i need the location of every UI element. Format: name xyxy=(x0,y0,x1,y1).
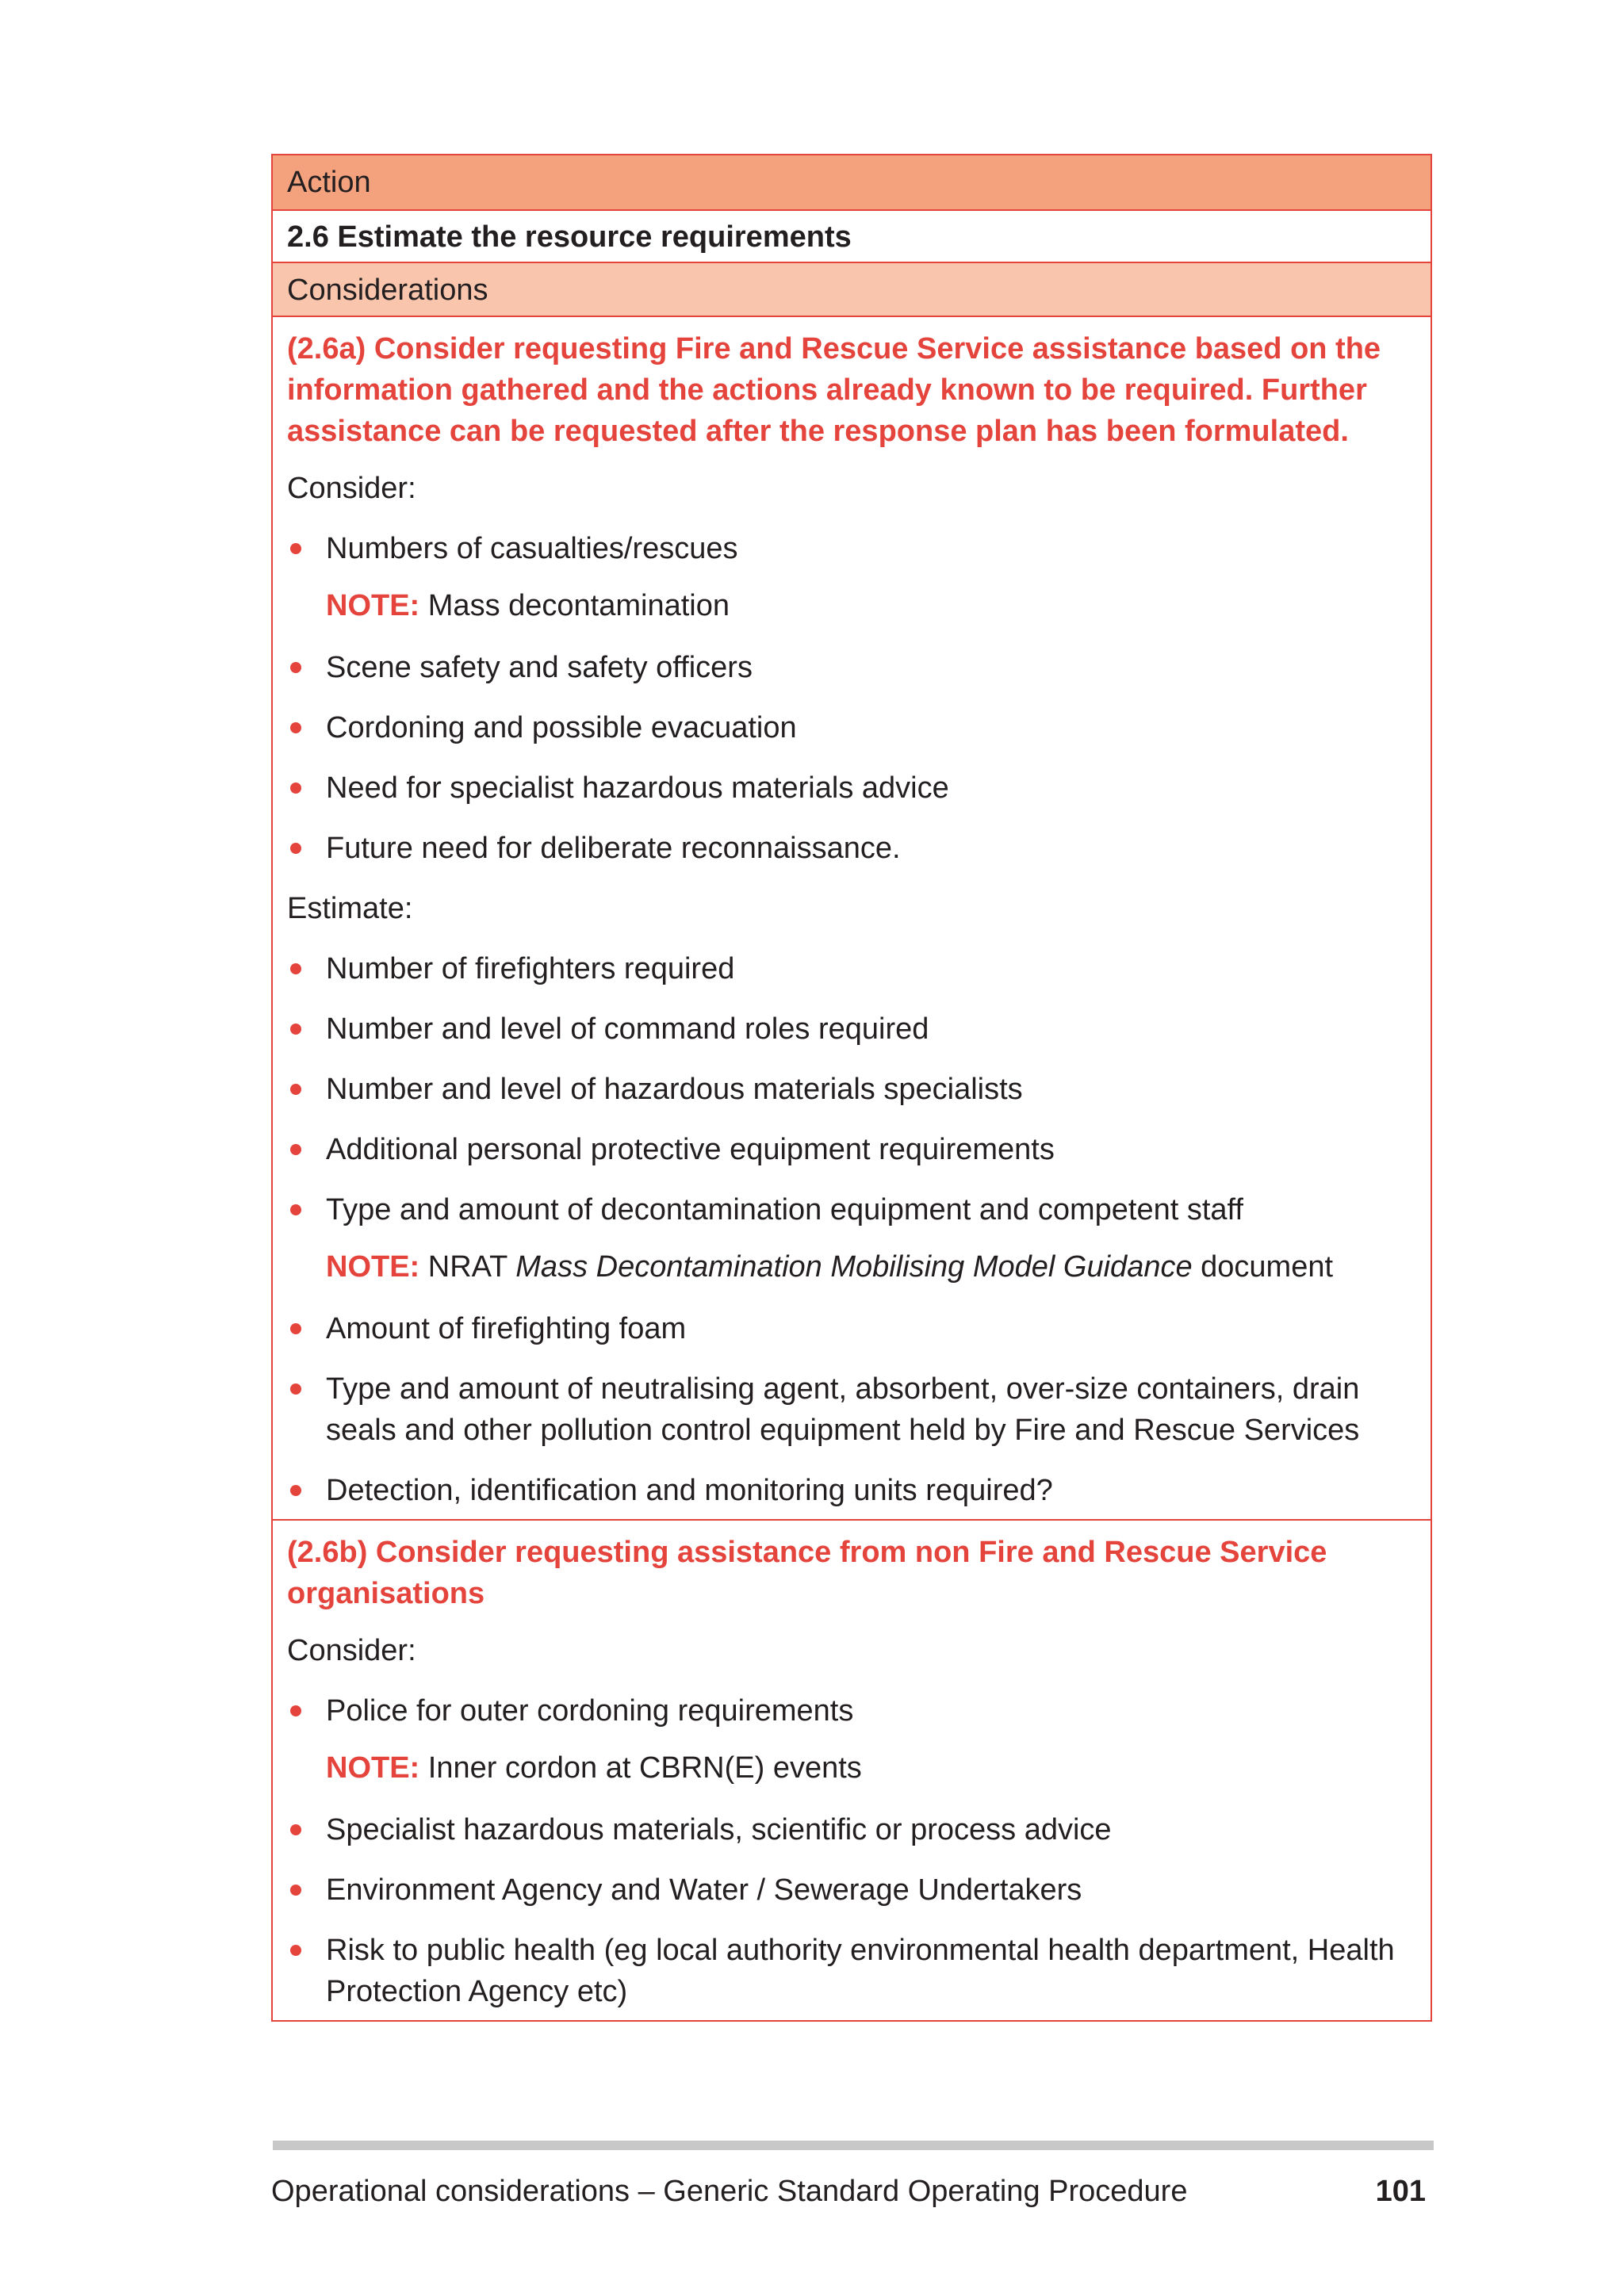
estimate-list-continued xyxy=(287,1308,1416,1511)
bullet-icon xyxy=(290,1024,301,1035)
bullet-icon xyxy=(290,1885,301,1896)
bullet-icon xyxy=(290,963,301,974)
considerations-header xyxy=(273,262,1431,316)
bullet-icon xyxy=(290,1084,301,1095)
note-label: NOTE: xyxy=(326,1751,420,1785)
bullet-icon xyxy=(290,1383,301,1395)
bullet-icon xyxy=(290,722,301,733)
list-item: Number and level of command roles required xyxy=(287,1008,1416,1050)
estimate-label: Estimate: xyxy=(287,892,413,925)
note-label: NOTE: xyxy=(326,1250,420,1284)
bullet-icon xyxy=(290,1824,301,1835)
section-2-6a xyxy=(273,316,1431,1519)
consider-label: Consider: xyxy=(287,1634,416,1667)
list-item: Amount of firefighting foam xyxy=(287,1308,1416,1349)
bullet-icon xyxy=(290,1705,301,1716)
bullet-icon xyxy=(290,1485,301,1496)
note-mass-decontamination: NOTE: Mass decontamination xyxy=(326,589,730,622)
list-item: Number of firefighters required xyxy=(287,948,1416,989)
section-2-6b-heading: (2.6b) Consider requesting assistance from non Fire and Rescue Service organisations xyxy=(287,1536,1327,1610)
action-title: 2.6 Estimate the resource requirements xyxy=(287,220,852,254)
action-title-row xyxy=(273,209,1431,262)
list-item: Type and amount of neutralising agent, absorbent, over-size containers, drain seals and other pollution control equipment held by Fire and Rescue Services xyxy=(287,1368,1416,1451)
action-header xyxy=(273,155,1431,209)
bullet-icon xyxy=(290,783,301,794)
bullet-icon xyxy=(290,543,301,554)
footer-title: Operational considerations – Generic Standard Operating Procedure xyxy=(271,2175,1188,2208)
list-item: Need for specialist hazardous materials advice xyxy=(287,767,1416,809)
document-title: Mass Decontamination Mobilising Model Guidance xyxy=(515,1250,1193,1284)
page-number: 101 xyxy=(1375,2175,1426,2208)
action-label: Action xyxy=(287,166,371,199)
bullet-icon xyxy=(290,1144,301,1155)
procedure-table xyxy=(271,154,1432,2022)
bullet-icon xyxy=(290,662,301,673)
consider-list-continued xyxy=(287,647,1416,869)
list-item: Detection, identification and monitoring units required? xyxy=(287,1470,1416,1511)
consider-list xyxy=(287,528,1416,569)
list-item: Numbers of casualties/rescues xyxy=(287,528,1416,569)
assistance-list-continued xyxy=(287,1809,1416,2012)
note-inner-cordon: NOTE: Inner cordon at CBRN(E) events xyxy=(326,1751,862,1785)
considerations-label: Considerations xyxy=(287,274,488,307)
list-item: Cordoning and possible evacuation xyxy=(287,707,1416,748)
bullet-icon xyxy=(290,1323,301,1334)
bullet-icon xyxy=(290,1204,301,1215)
list-item: Future need for deliberate reconnaissance. xyxy=(287,828,1416,869)
list-item: Police for outer cordoning requirements xyxy=(287,1690,1416,1732)
section-2-6a-heading: (2.6a) Consider requesting Fire and Rescue Service assistance based on the information gathered and the actions already known to be required. Further assistance can be requested after the response plan has been formulated. xyxy=(287,332,1381,448)
list-item: Additional personal protective equipment requirements xyxy=(287,1129,1416,1170)
assistance-list xyxy=(287,1690,1416,1732)
consider-label: Consider: xyxy=(287,472,416,505)
note-label: NOTE: xyxy=(326,589,420,622)
list-item: Environment Agency and Water / Sewerage Undertakers xyxy=(287,1869,1416,1911)
list-item: Risk to public health (eg local authority environmental health department, Health Protection Agency etc) xyxy=(287,1930,1416,2012)
list-item: Number and level of hazardous materials specialists xyxy=(287,1069,1416,1110)
list-item: Specialist hazardous materials, scientific or process advice xyxy=(287,1809,1416,1850)
section-2-6b xyxy=(273,1519,1431,2020)
bullet-icon xyxy=(290,843,301,854)
estimate-list xyxy=(287,948,1416,1230)
list-item: Scene safety and safety officers xyxy=(287,647,1416,688)
footer-divider xyxy=(273,2141,1434,2150)
list-item: Type and amount of decontamination equipment and competent staff xyxy=(287,1189,1416,1230)
note-nrat-guidance: NOTE: NRAT Mass Decontamination Mobilising Model Guidance document xyxy=(326,1250,1334,1284)
bullet-icon xyxy=(290,1945,301,1956)
